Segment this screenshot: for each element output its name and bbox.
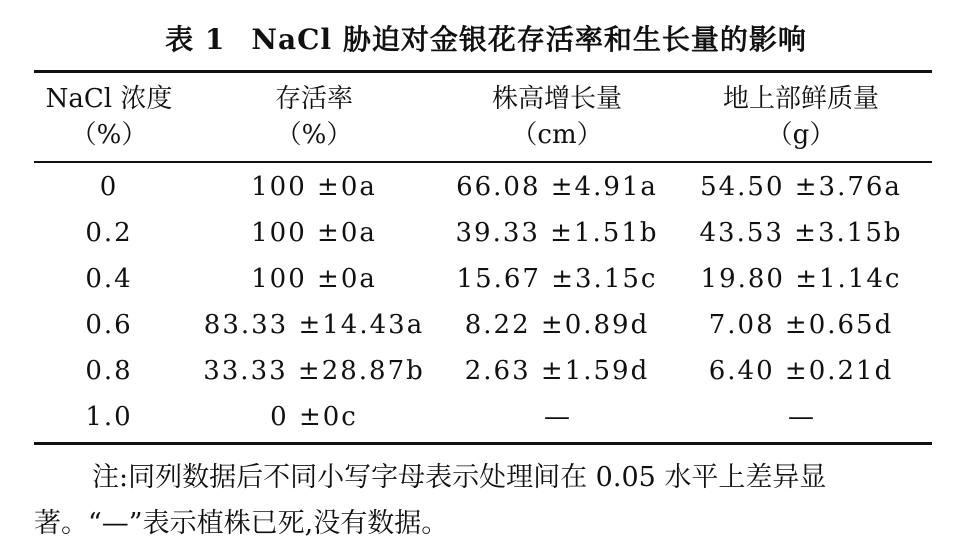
header-nacl-concentration: NaCl 浓度 <box>45 84 173 114</box>
table-cell: 0.4 <box>85 264 133 294</box>
table-cell: 15.67 ±3.15c <box>456 264 658 294</box>
header-rule <box>34 161 932 163</box>
table-cell: 83.33 ±14.43a <box>203 310 425 340</box>
table-note-line-2: 著。“—”表示植株已死,没有数据。 <box>34 508 449 539</box>
bottom-rule <box>34 442 932 445</box>
header-survival-rate: 存活率 <box>274 84 353 114</box>
header-fresh-weight-unit: （g） <box>766 120 836 150</box>
header-nacl-concentration-unit: （%） <box>70 120 148 150</box>
table-cell: 1.0 <box>85 402 133 432</box>
table-cell: 0 ±0c <box>270 402 358 432</box>
table-title <box>0 18 972 58</box>
table-cell: 66.08 ±4.91a <box>456 172 658 202</box>
header-survival-rate-unit: （%） <box>275 120 353 150</box>
table-cell: 0 <box>99 172 119 202</box>
table-cell: 100 ±0a <box>251 264 377 294</box>
header-height-growth: 株高增长量 <box>491 84 622 114</box>
header-fresh-weight: 地上部鲜质量 <box>722 84 879 114</box>
table-cell: 100 ±0a <box>251 172 377 202</box>
table-cell: 33.33 ±28.87b <box>203 356 425 386</box>
table-cell: — <box>544 402 570 432</box>
table-cell: 39.33 ±1.51b <box>455 218 659 248</box>
table-cell: 6.40 ±0.21d <box>708 356 894 386</box>
table-number: 表 1 <box>165 23 226 56</box>
table-cell: 43.53 ±3.15b <box>699 218 903 248</box>
top-rule <box>34 70 932 73</box>
table-cell: 100 ±0a <box>251 218 377 248</box>
table-cell: — <box>788 402 814 432</box>
table-cell: 0.8 <box>85 356 133 386</box>
table-cell: 7.08 ±0.65d <box>708 310 894 340</box>
header-height-growth-unit: （cm） <box>511 120 603 150</box>
table-cell: 8.22 ±0.89d <box>464 310 650 340</box>
table-cell: 0.2 <box>85 218 133 248</box>
table-title-text: NaCl 胁迫对金银花存活率和生长量的影响 <box>251 23 807 56</box>
table-cell: 19.80 ±1.14c <box>700 264 902 294</box>
table-cell: 54.50 ±3.76a <box>700 172 902 202</box>
table-note-line-1: 注:同列数据后不同小写字母表示处理间在 0.05 水平上差异显 <box>92 462 827 493</box>
table-cell: 2.63 ±1.59d <box>464 356 650 386</box>
table-cell: 0.6 <box>85 310 133 340</box>
